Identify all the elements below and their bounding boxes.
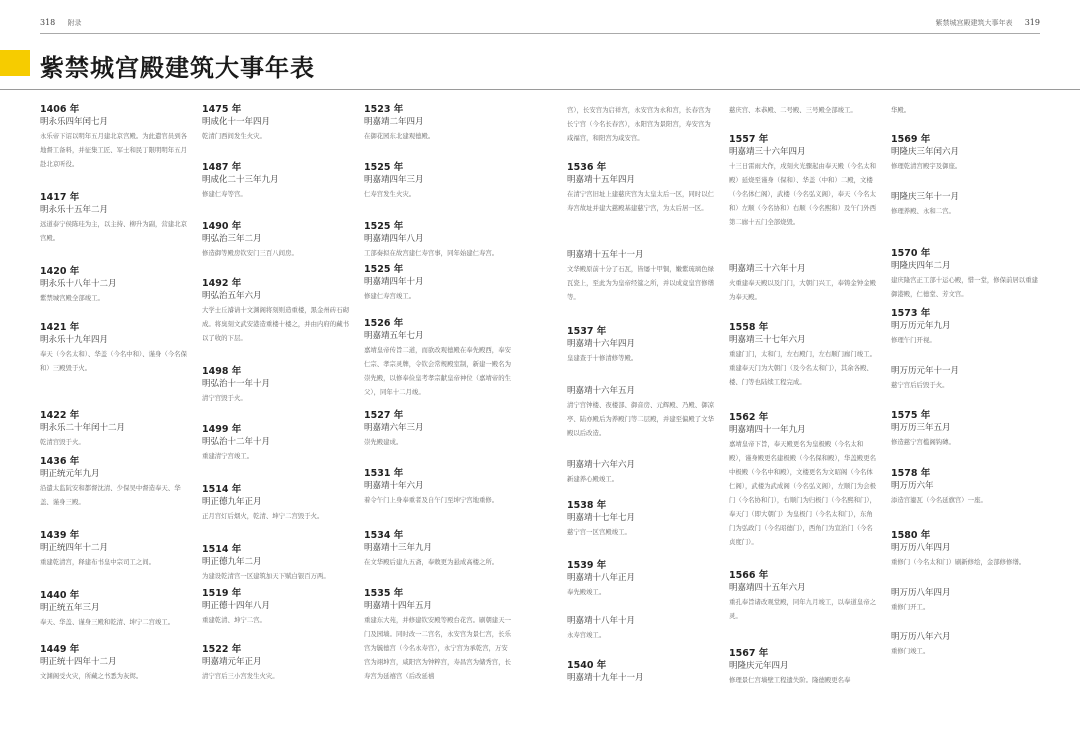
entry-description: 大学士丘濬请十文渊阁将刻则造重楼，黑金州砖石砌成。将臭刻文武安港造重楼十楼之，并由内府的藏书以了收的下层。 [202, 306, 349, 342]
entry-era: 明嘉靖十七年七月 [567, 513, 636, 523]
entry-description: 嘉靖皇帝传旨二道，而欲改观德殿在奉先殿西，奉安仁宗、孝宗灵牌，令钦会常规殿室制，新建一殿名为崇先殿，以修奉俭皇考孝宗献皇帝神位（嘉靖帝的生父），同年十二月竣。 [364, 346, 511, 396]
entry-era: 明嘉靖十年六月 [364, 481, 424, 491]
entry-era: 明永乐十八年十二月 [40, 279, 117, 289]
entry-era: 明嘉靖十八年正月 [567, 573, 636, 583]
timeline-entry [891, 587, 1041, 614]
entry-era: 明永乐十九年四月 [40, 335, 109, 345]
entry-description: 重孔奉旨诸改观堂殿，同年九月竣工，以奉道皇帝之灵。 [729, 598, 876, 620]
entry-era: 明隆庆四年二月 [891, 261, 951, 271]
timeline-entry [891, 529, 1041, 569]
entry-era: 明嘉靖十三年九月 [364, 543, 433, 553]
timeline-entry [40, 589, 190, 629]
entry-era: 明永乐十五年二月 [40, 205, 109, 215]
entry-era: 明弘治五年六月 [202, 291, 262, 301]
timeline-entry [567, 325, 717, 365]
timeline-entry [567, 559, 717, 599]
entry-era: 明嘉靖二年四月 [364, 117, 424, 127]
entry-era: 明正统五年三月 [40, 603, 100, 613]
entry-description: 清宁宫毁于火。 [202, 394, 247, 402]
entry-era: 明永乐二十年闰十二月 [40, 423, 126, 433]
timeline-entry [567, 103, 717, 145]
entry-year: 1580 年 [891, 530, 931, 541]
entry-description: 重修门开工。 [891, 603, 930, 611]
entry-year: 1449 年 [40, 644, 80, 655]
timeline-entry [202, 423, 352, 463]
page-number-right: 319 [1024, 18, 1040, 27]
entry-description: 重建乾清宫，释建布书皇中宗司工之间。 [40, 558, 156, 566]
timeline-entry [202, 483, 352, 523]
entry-year: 1535 年 [364, 588, 404, 599]
section-label: 附录 [67, 19, 82, 27]
entry-year: 1522 年 [202, 644, 242, 655]
entry-description: 慈庆宫、本恭殿、二号殿、三号殿全部竣工。 [729, 106, 857, 114]
entry-era: 明成化二十三年九月 [202, 175, 279, 185]
entry-era: 明嘉靖三十六年十月 [729, 264, 806, 274]
timeline-entry [40, 455, 190, 509]
entry-era: 明嘉靖十六年四月 [567, 339, 636, 349]
entry-era: 明正德十四年八月 [202, 601, 271, 611]
entry-era: 明隆庆元年四月 [729, 661, 789, 671]
entry-era: 明嘉靖六年三月 [364, 423, 424, 433]
entry-description: 重建东大苑，并修建钦安殿等殿台花宫。刷朝建天一门及园墙。同时改一二宫名，永安宫为景仁宫，长乐宫为毓德宫（今名永寿宫），永宁宫为承乾宫，万安宫为翊坤宫，咸阳宫为钟粹宫，寿昌宫为储秀宫，长寿宫为延禧宫（后改延禧 [364, 616, 511, 680]
timeline-entry [364, 103, 514, 143]
entry-year: 1540 年 [567, 660, 607, 671]
entry-description: 正月宫灯后烟火，乾清、坤宁二宫毁于火。 [202, 512, 324, 520]
entry-description: 乾清门西间发生火灾。 [202, 132, 266, 140]
entry-era: 明万历三年五月 [891, 423, 951, 433]
entry-era: 明嘉靖十四年五月 [364, 601, 433, 611]
entry-era: 明万历八年六月 [891, 632, 951, 642]
timeline-entry [729, 321, 879, 389]
entry-year: 1422 年 [40, 410, 80, 421]
header-rule [40, 33, 1040, 34]
entry-year: 1421 年 [40, 322, 80, 333]
timeline-entry [567, 659, 717, 685]
timeline-entry [364, 529, 514, 569]
entry-description: 重修门（今名太和门）刷新修绘，金部修修缮。 [891, 558, 1026, 566]
entry-description: 沿遣太监阮安和都督沈清、少保吴中督造奉天、华盖、谨身三殿。 [40, 484, 181, 506]
entry-era: 明嘉靖四年八月 [364, 234, 424, 244]
entry-year: 1420 年 [40, 266, 80, 277]
timeline-entry [202, 365, 352, 405]
timeline-entry [729, 263, 879, 304]
timeline-entry [40, 103, 190, 171]
entry-description: 永寿宫竣工。 [567, 631, 606, 639]
entry-year: 1514 年 [202, 484, 242, 495]
timeline-entry [202, 543, 352, 583]
entry-era: 明嘉靖十九年十一月 [567, 673, 644, 683]
entry-era: 明弘治十一年十月 [202, 379, 271, 389]
entry-year: 1523 年 [364, 104, 404, 115]
entry-era: 明万历元年十一月 [891, 366, 960, 376]
entry-year: 1531 年 [364, 468, 404, 479]
page-header-left [40, 18, 82, 28]
entry-description: 在文华殿后建九五斋，奉敕更为悬成高楼之所。 [364, 558, 499, 566]
page-header-right [935, 18, 1040, 28]
entry-year: 1519 年 [202, 588, 242, 599]
entry-description: 建庆隆宫正工部十运心殿，惜一堂，修保前居以重建御港殿，仁德堂、芳文宫。 [891, 276, 1038, 298]
entry-year: 1575 年 [891, 410, 931, 421]
timeline-entry [202, 587, 352, 627]
entry-era: 明隆庆三年十一月 [891, 192, 960, 202]
entry-year: 1490 年 [202, 221, 242, 232]
entry-description: 修建仁寿等宫。 [202, 190, 247, 198]
entry-year: 1557 年 [729, 134, 769, 145]
entry-description: 华殿。 [891, 106, 911, 114]
entry-era: 明正德九年二月 [202, 557, 262, 567]
timeline-entry [567, 385, 717, 440]
timeline-entry [364, 220, 514, 260]
entry-era: 明嘉靖三十六年四月 [729, 147, 806, 157]
running-title: 紫禁城宫殿建筑大事年表 [935, 19, 1013, 27]
entry-year: 1570 年 [891, 248, 931, 259]
entry-description: 修造慈宁宫槛阁钩磚。 [891, 438, 955, 446]
entry-era: 明嘉靖十六年六月 [567, 460, 636, 470]
entry-era: 明万历六年 [891, 481, 934, 491]
entry-description: 修理景仁宫墙壁工程遗失阶。隆德殿更名奉 [729, 676, 851, 684]
entry-description: 清宁宫后三小宫发生火灾。 [202, 672, 279, 680]
page-number-left: 318 [40, 18, 56, 27]
title-rule [0, 89, 1080, 90]
entry-description: 奉天（今名太和）、华盖（今名中和）、谨身（今名保和）三殿毁于火。 [40, 350, 187, 372]
entry-year: 1487 年 [202, 162, 242, 173]
timeline-entry [729, 647, 879, 687]
entry-description: 奉先殿竣工。 [567, 588, 606, 596]
entry-year: 1475 年 [202, 104, 242, 115]
entry-description: 紫禁城宫殿全部竣工。 [40, 294, 104, 302]
timeline-entry [40, 643, 190, 683]
entry-description: 着令午门上身奉重者及自午门至坤宁宫地重修。 [364, 496, 499, 504]
timeline-entry [40, 321, 190, 375]
entry-year: 1498 年 [202, 366, 242, 377]
entry-year: 1562 年 [729, 412, 769, 423]
timeline-entry [567, 161, 717, 215]
entry-description: 火重建奉天殿以及门门，大朝门兴工，奉铸金钟金殿为奉天殿。 [729, 279, 876, 301]
entry-era: 明嘉靖十八年十月 [567, 616, 636, 626]
entry-year: 1440 年 [40, 590, 80, 601]
entry-description: 文渊阁受火灾，所藏之书悉为灰烬。 [40, 672, 143, 680]
entry-era: 明成化十一年四月 [202, 117, 271, 127]
entry-description: 修造御等殿房钦安门三百八间房。 [202, 249, 298, 257]
entry-year: 1573 年 [891, 308, 931, 319]
entry-era: 明隆庆三年闰六月 [891, 147, 960, 157]
timeline-entry [364, 467, 514, 507]
entry-description: 慈宁宫一区宫殿竣工。 [567, 528, 631, 536]
timeline-entry [891, 631, 1041, 658]
timeline-entry [891, 191, 1041, 218]
entry-description: 修理养殿、永和二宫。 [891, 207, 955, 215]
entry-description: 十三日雷雨大作，戌刻火光骤起由奉天殿（今名太和殿）延烧至谨身（保和）、华盖（中和）二殿，文楼（今名体仁阁），武楼（今名弘义阁），奉天（今名太和）左顺（今名协和）右顺（今名熙和）及午门外西第二廊十五门全部烧毁。 [729, 162, 876, 226]
entry-era: 明正统十四年十二月 [40, 657, 117, 667]
title-accent-bar [0, 50, 30, 76]
timeline-entry [729, 569, 879, 623]
entry-description: 修理午门开视。 [891, 336, 936, 344]
entry-description: 重修门竣工。 [891, 647, 930, 655]
entry-description: 远道泰宁侯陈珪为主，以主持、柳升为副，营建北京宫殿。 [40, 220, 187, 242]
entry-era: 明万历八年四月 [891, 588, 951, 598]
entry-era: 明弘治三年二月 [202, 234, 262, 244]
entry-description: 修理乾清宫殿宇及御座。 [891, 162, 962, 170]
timeline-entry [729, 411, 879, 549]
entry-year: 1436 年 [40, 456, 80, 467]
entry-year: 1492 年 [202, 278, 242, 289]
entry-year: 1417 年 [40, 192, 80, 203]
entry-era: 明正统四年十二月 [40, 543, 109, 553]
entry-description: 清宁宫钟楼、夜楼部、御音房、元辉殿、乃殿、御凉亭、陆亦殿后为养殿门等二层殿，并建至偏殿了文华殿以后改造。 [567, 401, 714, 437]
entry-era: 明嘉靖元年正月 [202, 657, 262, 667]
entry-year: 1538 年 [567, 500, 607, 511]
entry-era: 明嘉靖四十一年九月 [729, 425, 806, 435]
entry-description: 文华殿原前十分了石瓦，皆屡十甲铜，嫩紫琉璃色绿瓦瓷上，至此为为皇帝经筵之所，并以成竟皇宫修缮等。 [567, 265, 714, 301]
timeline-entry [202, 220, 352, 260]
entry-year: 1525 年 [364, 264, 404, 275]
entry-description: 重建乾清、坤宁二宫。 [202, 616, 266, 624]
entry-year: 1569 年 [891, 134, 931, 145]
entry-year: 1539 年 [567, 560, 607, 571]
entry-era: 明嘉靖五年七月 [364, 331, 424, 341]
entry-description: 仁寿宫发生火灾。 [364, 190, 416, 198]
timeline-entry [567, 615, 717, 642]
timeline-entry [364, 409, 514, 449]
timeline-entry [40, 191, 190, 245]
entry-description: 宫），长安宫为启祥宫，永安宫为永和宫，长春宫为长宁宫（今名长春宫），永阳宫为景阳宫，寿安宫为咸福宫，和阳宫为咸安宫。 [567, 106, 711, 142]
entry-year: 1526 年 [364, 318, 404, 329]
timeline-entry [40, 409, 190, 449]
entry-year: 1499 年 [202, 424, 242, 435]
entry-year: 1406 年 [40, 104, 80, 115]
entry-year: 1534 年 [364, 530, 404, 541]
entry-description: 奉天、华盖、谨身三殿和乾清、坤宁二宫竣工。 [40, 618, 175, 626]
entry-era: 明嘉靖十五年四月 [567, 175, 636, 185]
entry-year: 1567 年 [729, 648, 769, 659]
entry-year: 1558 年 [729, 322, 769, 333]
timeline-entry [364, 161, 514, 201]
entry-description: 皇建查于十修清修等殿。 [567, 354, 638, 362]
entry-year: 1536 年 [567, 162, 607, 173]
timeline-entry [364, 587, 514, 683]
entry-era: 明正德九年正月 [202, 497, 262, 507]
timeline-entry [567, 459, 717, 486]
timeline-entry [891, 133, 1041, 173]
entry-year: 1525 年 [364, 162, 404, 173]
entry-year: 1514 年 [202, 544, 242, 555]
entry-description: 新建养心殿竣工。 [567, 475, 619, 483]
entry-era: 明嘉靖十五年十一月 [567, 250, 644, 260]
entry-era: 明嘉靖十六年五月 [567, 386, 636, 396]
entry-description: 重建门门，太和门，左右殿门，左右顺门廊门竣工。重建奉天门为大朝门（及今名太和门），其余各殿、楼、门等也陆续工程完成。 [729, 350, 876, 386]
page-title: 紫禁城宫殿建筑大事年表 [40, 54, 315, 82]
timeline-entry [891, 103, 1041, 117]
entry-era: 明嘉靖四年十月 [364, 277, 424, 287]
timeline-entry [364, 263, 514, 303]
timeline-entry [202, 103, 352, 143]
timeline-entry [202, 161, 352, 201]
entry-era: 明嘉靖四十五年六月 [729, 583, 806, 593]
entry-description: 修建仁寿宫竣工。 [364, 292, 416, 300]
entry-year: 1525 年 [364, 221, 404, 232]
entry-description: 永乐帝下诏以明年五月建北京宫殿。为此遣官员到各地督工备料，并征集工匠、军士和民丁限明明年五月赴北京听役。 [40, 132, 187, 168]
entry-description: 添造宫鎏瓦（今名延旗宫）一座。 [891, 496, 987, 504]
entry-description: 在御花园东北建观德殿。 [364, 132, 435, 140]
entry-description: 乾清宫毁于火。 [40, 438, 85, 446]
entry-description: 工部奏拟在故宫建仁寿宫事，同年始建仁寿宫。 [364, 249, 499, 257]
timeline-entry [891, 307, 1041, 347]
timeline-entry [202, 277, 352, 345]
entry-description: 在清宁宫旧址上建慈庆宫为太皇太后一区，同时以仁寿宫故址并建大慈殿基建慈宁宫，为太后居一区。 [567, 190, 714, 212]
entry-era: 明弘治十二年十月 [202, 437, 271, 447]
entry-year: 1578 年 [891, 468, 931, 479]
entry-description: 重建清宁宫竣工。 [202, 452, 254, 460]
timeline-entry [729, 133, 879, 229]
entry-description: 为建设乾清宫一区建筑加天下赋白银百万两。 [202, 572, 330, 580]
timeline-entry [364, 317, 514, 399]
entry-description: 嘉靖皇帝下旨，奉天殿更名为皇极殿（今名太和殿），谨身殿更名建极殿（今名保和殿），华盖殿更名中极殿（今名中和殿），文楼更名为文昭阁（今名体仁阁），武楼为武成阁（今名弘义阁），左顺门为会极门（今名协和门），右顺门为归极门（今名熙和门），奉天门（即大朝门）为皇极门（今名太和门），东角门为弘政门（今名昭德门），西角门为宣治门（今名贞度门）。 [729, 440, 876, 546]
entry-year: 1527 年 [364, 410, 404, 421]
timeline-entry [891, 409, 1041, 449]
timeline-entry [567, 499, 717, 539]
timeline-entry [891, 467, 1041, 507]
entry-era: 明万历元年九月 [891, 321, 951, 331]
entry-era: 明永乐四年闰七月 [40, 117, 109, 127]
entry-year: 1439 年 [40, 530, 80, 541]
entry-year: 1566 年 [729, 570, 769, 581]
entry-description: 慈宁宫后后毁于火。 [891, 381, 949, 389]
entry-era: 明万历八年四月 [891, 543, 951, 553]
entry-year: 1537 年 [567, 326, 607, 337]
timeline-entry [40, 529, 190, 569]
entry-era: 明正统元年九月 [40, 469, 100, 479]
entry-description: 崇先殿建成。 [364, 438, 403, 446]
timeline-entry [891, 247, 1041, 301]
timeline-entry [891, 365, 1041, 392]
entry-era: 明嘉靖三十七年六月 [729, 335, 806, 345]
timeline-entry [729, 103, 879, 117]
timeline-entry [567, 249, 717, 304]
entry-era: 明嘉靖四年三月 [364, 175, 424, 185]
timeline-entry [40, 265, 190, 305]
timeline-entry [202, 643, 352, 683]
